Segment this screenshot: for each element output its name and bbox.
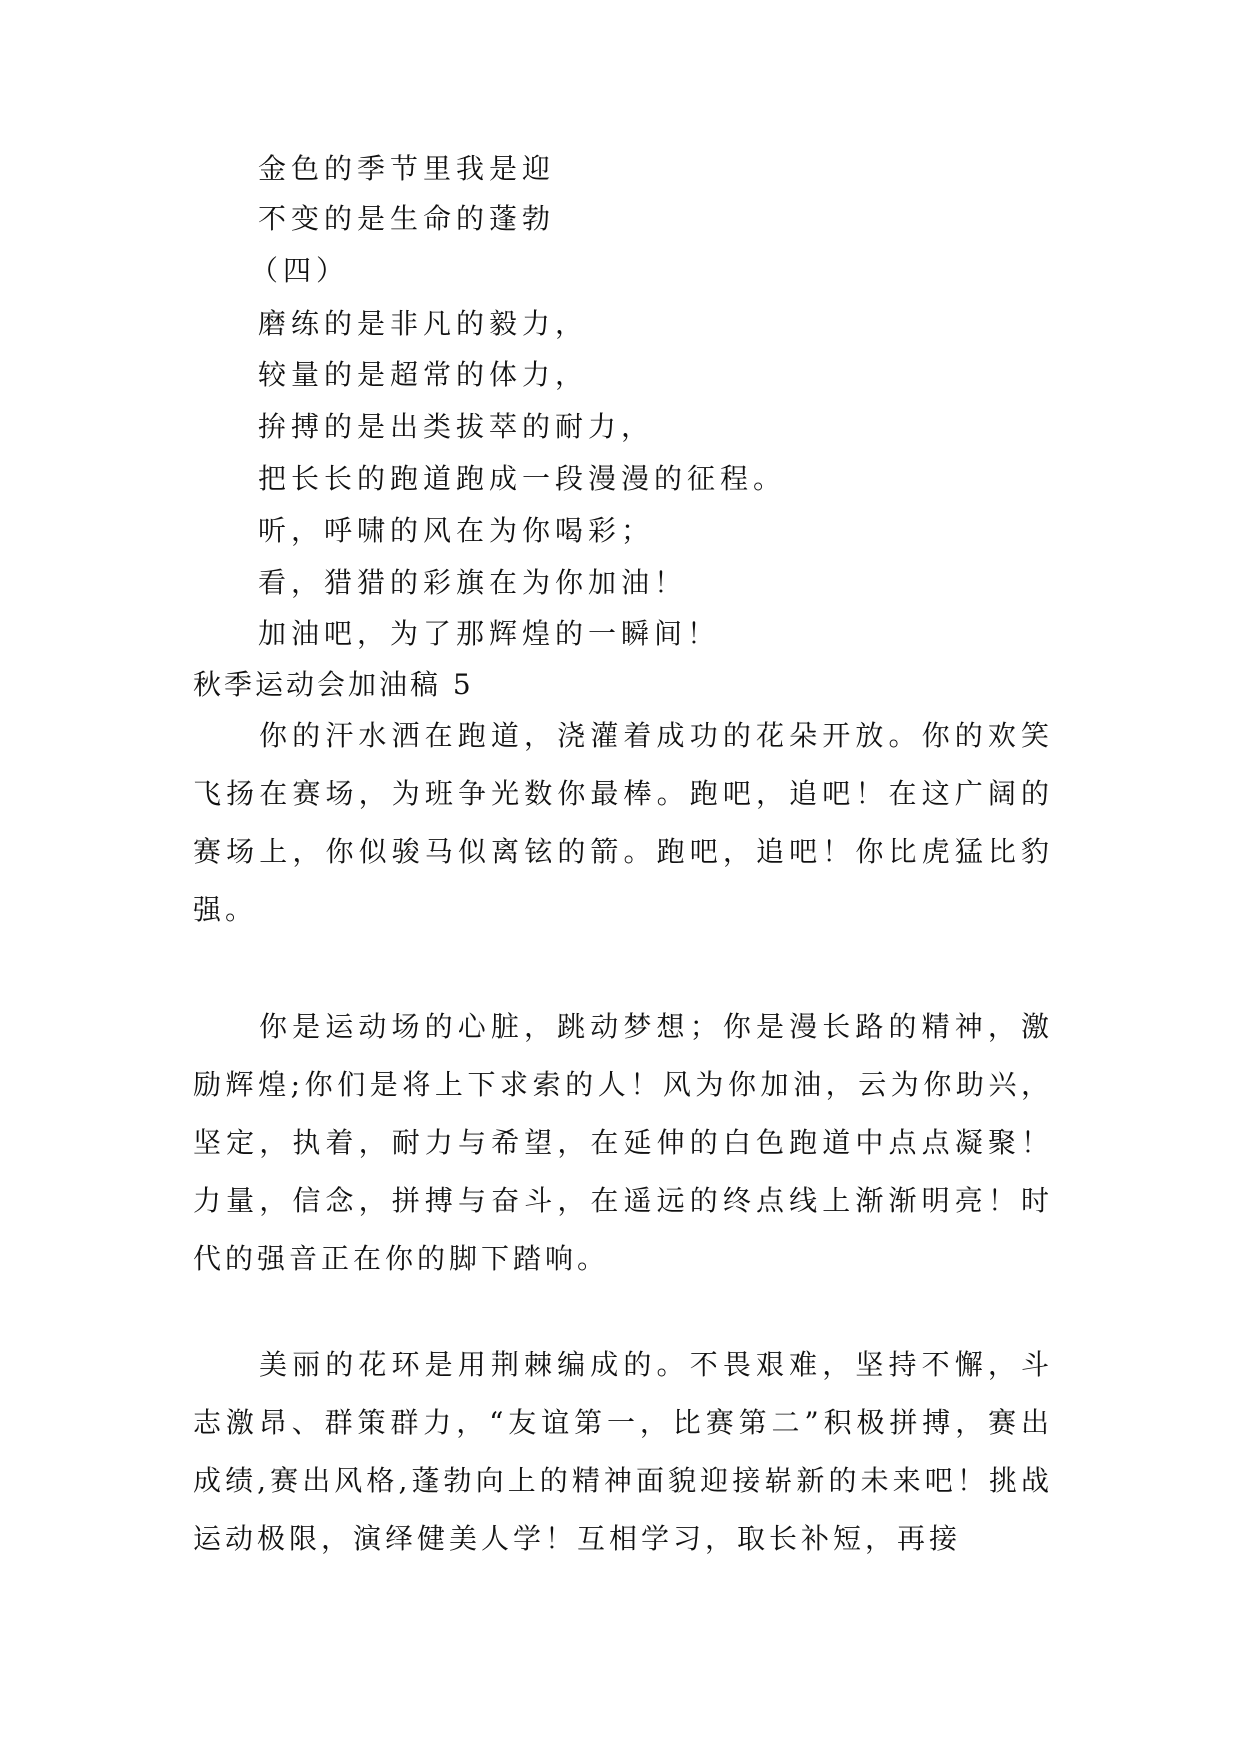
poem-line: 拚搏的是出类拔萃的耐力， <box>258 410 655 443</box>
body-paragraph: 美丽的花环是用荆棘编成的。不畏艰难，坚持不懈，斗志激昂、群策群力，“友谊第一，比赛第二”积极拼搏，赛出成绩,赛出风格,蓬勃向上的精神面貌迎接崭新的未来吧！挑战运动极限，演绎健美人学！互相学习，取长补短，再接 <box>193 1348 1053 1555</box>
body-paragraph: 你是运动场的心脏，跳动梦想；你是漫长路的精神，激励辉煌;你们是将上下求索的人！风为你加油，云为你助兴，坚定，执着，耐力与希望，在延伸的白色跑道中点点凝聚！力量，信念，拼搏与奋斗，在遥远的终点线上渐渐明亮！时代的强音正在你的脚下踏响。 <box>193 1010 1053 1275</box>
section-marker: （四） <box>250 254 350 287</box>
poem-line: 把长长的跑道跑成一段漫漫的征程。 <box>258 462 787 495</box>
poem-line: 不变的是生命的蓬勃 <box>258 202 556 235</box>
poem-line: 看，猎猎的彩旗在为你加油！ <box>258 566 688 599</box>
poem-line: 听，呼啸的风在为你喝彩； <box>258 514 655 547</box>
section-title: 秋季运动会加油稿 5 <box>193 668 474 701</box>
poem-line: 磨练的是非凡的毅力， <box>258 307 589 340</box>
poem-line: 金色的季节里我是迎 <box>258 152 556 185</box>
poem-line: 加油吧，为了那辉煌的一瞬间！ <box>258 617 721 650</box>
poem-line: 较量的是超常的体力， <box>258 358 589 391</box>
body-paragraph: 你的汗水洒在跑道，浇灌着成功的花朵开放。你的欢笑飞扬在赛场，为班争光数你最棒。跑吧，追吧！在这广阔的赛场上，你似骏马似离铉的箭。跑吧，追吧！你比虎猛比豹强。 <box>193 719 1053 926</box>
